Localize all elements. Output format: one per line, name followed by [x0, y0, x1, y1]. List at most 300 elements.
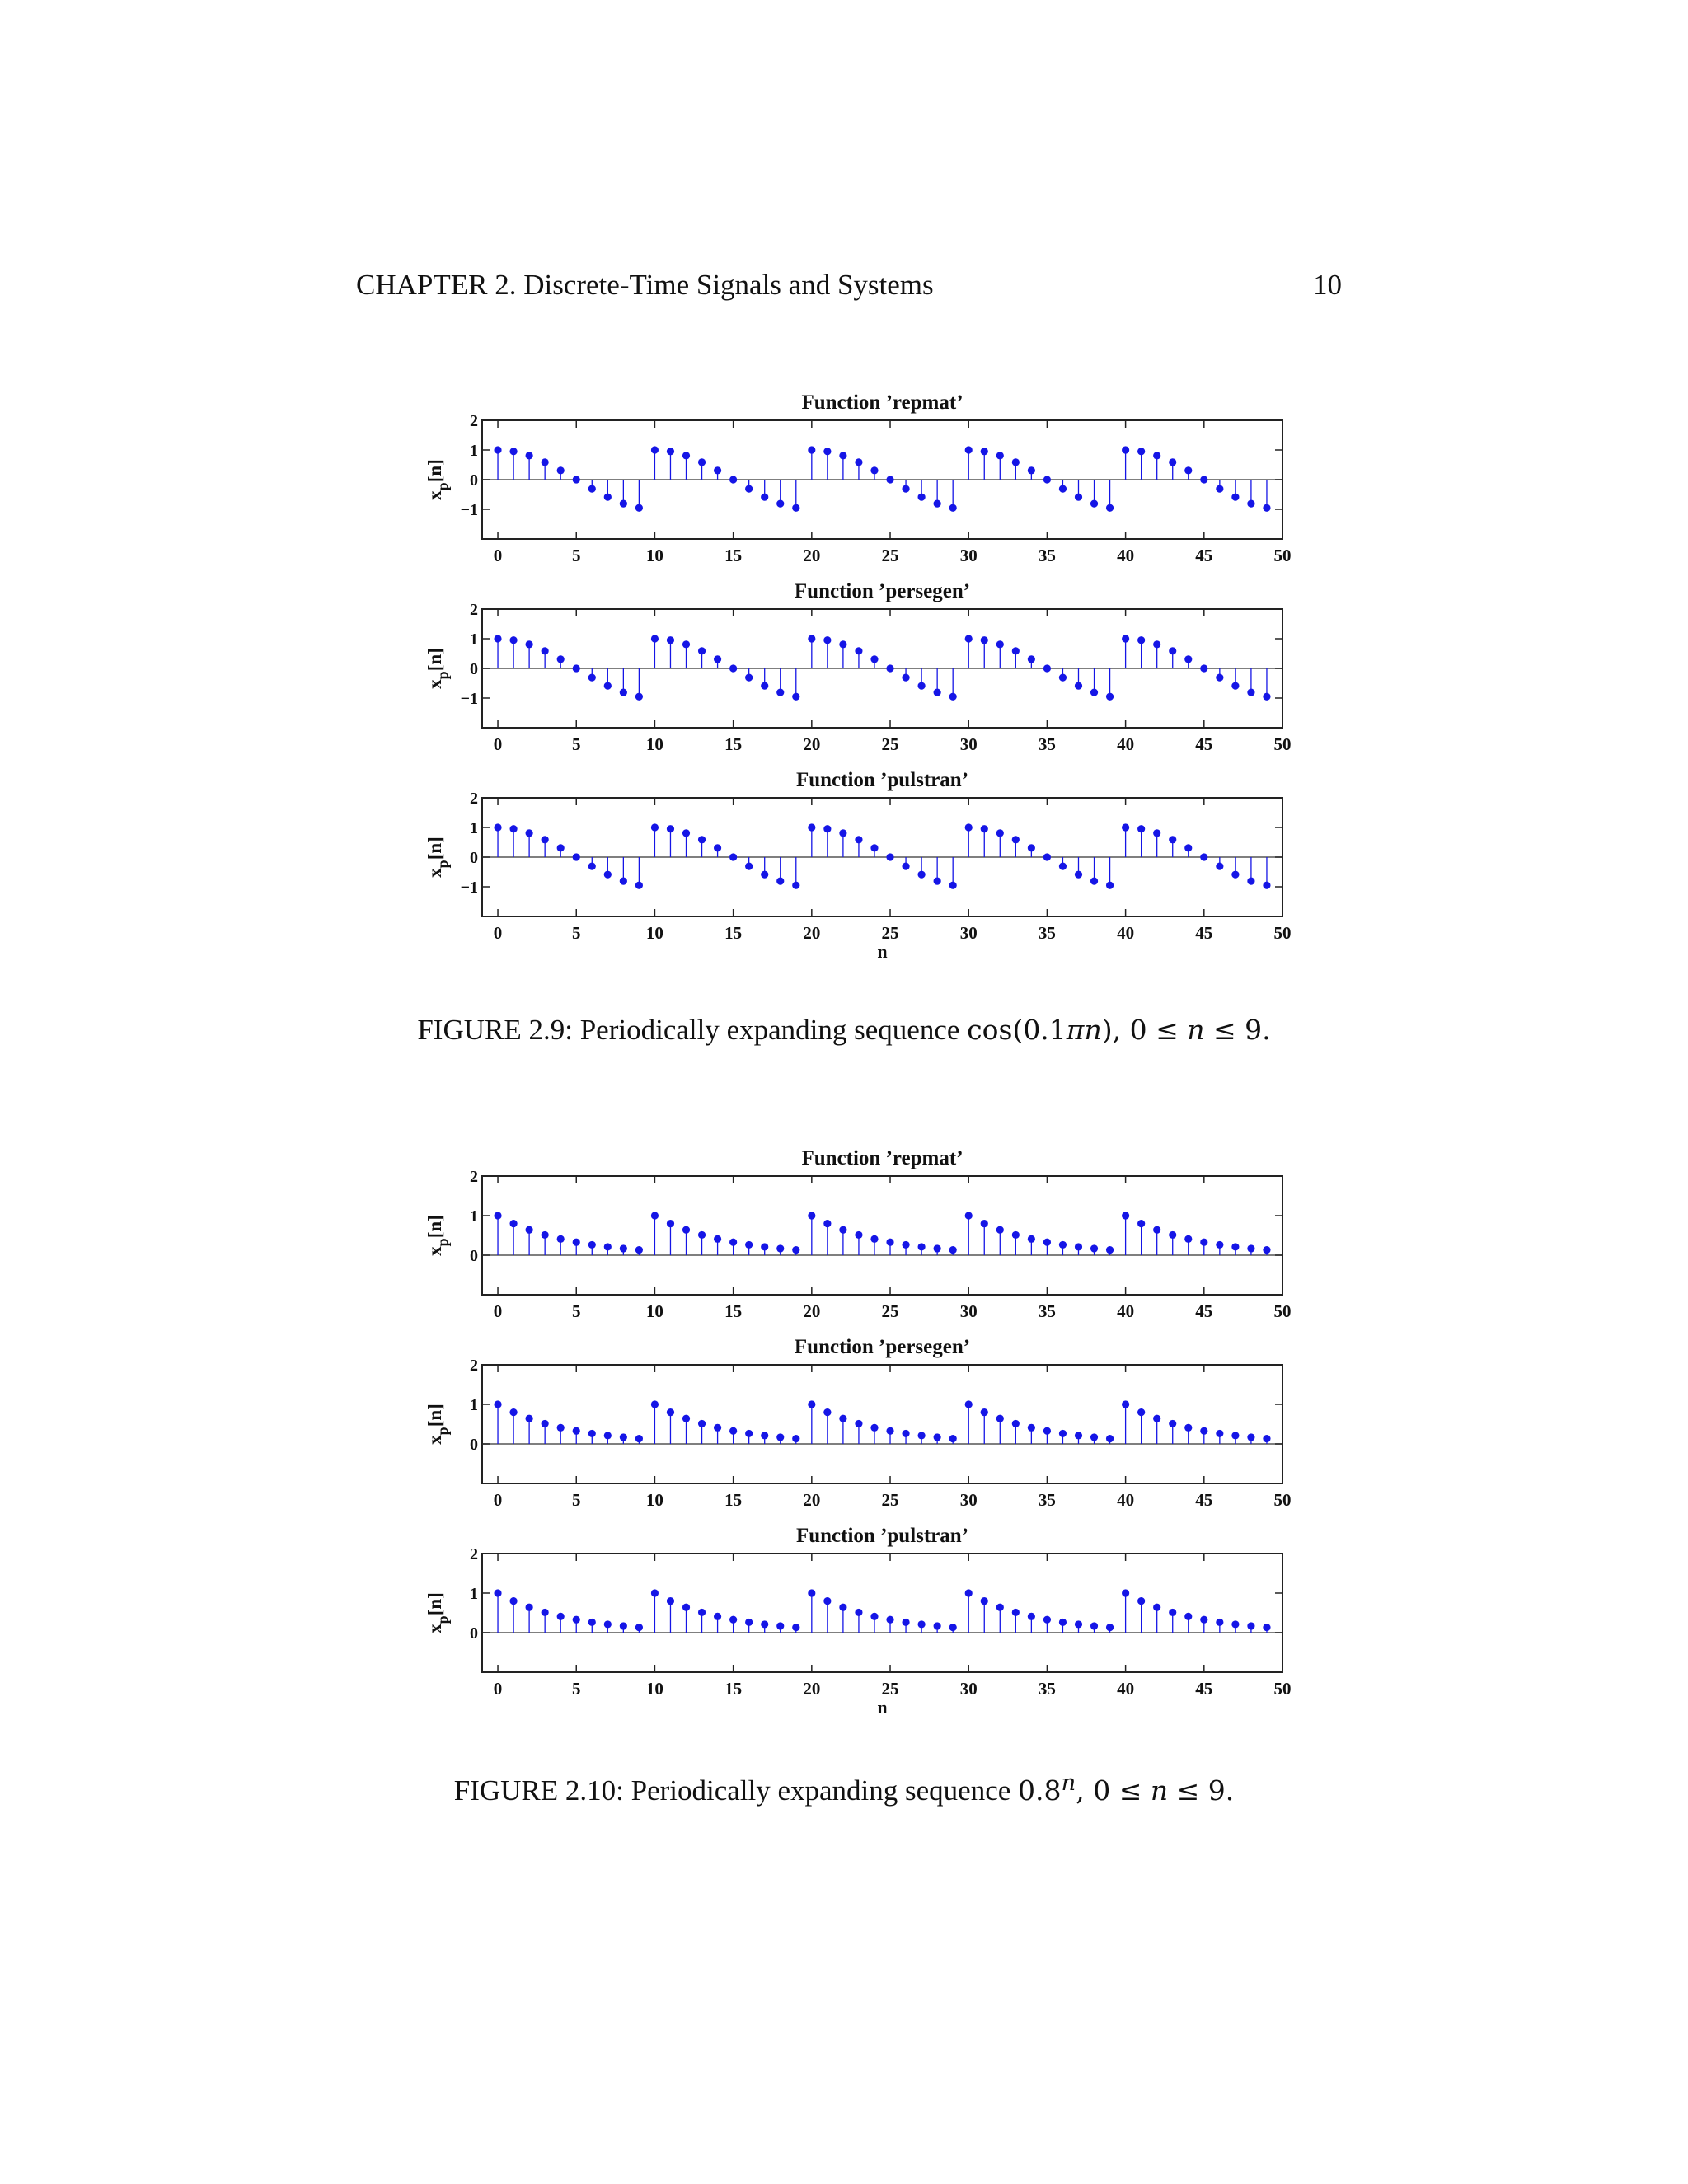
x-tick-label: 25 — [881, 734, 899, 754]
chart-title: Function ’persegen’ — [794, 1336, 971, 1358]
data-point — [1122, 446, 1129, 453]
data-point — [698, 1231, 706, 1239]
data-point — [494, 1400, 501, 1408]
data-point — [950, 1624, 957, 1631]
data-point — [1216, 1619, 1223, 1626]
data-point — [1247, 689, 1254, 696]
data-point — [635, 1435, 643, 1442]
x-tick-label: 25 — [881, 1301, 899, 1321]
data-point — [776, 500, 784, 508]
x-tick-label: 10 — [645, 923, 663, 943]
data-point — [1028, 1613, 1035, 1620]
caption-label: FIGURE 2.10: — [453, 1774, 624, 1807]
data-point — [526, 640, 533, 648]
data-point — [714, 1424, 721, 1432]
data-point — [917, 494, 925, 501]
data-point — [823, 1408, 831, 1416]
chart-title: Function ’pulstran’ — [795, 769, 969, 791]
x-tick-label: 40 — [1117, 546, 1135, 565]
data-point — [1090, 1244, 1098, 1252]
data-point — [886, 1427, 893, 1435]
data-point — [902, 863, 909, 870]
data-point — [996, 1415, 1004, 1422]
chart-panel — [424, 391, 1292, 565]
data-point — [1137, 1220, 1145, 1227]
data-point — [1090, 500, 1098, 508]
data-point — [1263, 504, 1270, 512]
y-tick-label: 1 — [470, 819, 478, 837]
caption-math: cos(0.1πn), 0 ≤ n ≤ 9. — [967, 1014, 1271, 1046]
data-point — [1122, 635, 1129, 642]
data-point — [1169, 1231, 1176, 1239]
data-point — [917, 1432, 925, 1439]
y-tick-label: 2 — [470, 1357, 478, 1375]
data-point — [682, 829, 690, 837]
data-point — [792, 693, 799, 701]
data-point — [1263, 1435, 1270, 1442]
data-point — [981, 825, 988, 832]
data-point — [1153, 640, 1160, 648]
data-point — [1043, 1239, 1051, 1246]
data-point — [745, 1430, 753, 1437]
data-point — [792, 1246, 799, 1254]
data-point — [792, 1435, 799, 1442]
data-point — [1106, 1624, 1114, 1631]
y-tick-label: 2 — [470, 1168, 478, 1186]
y-axis-label: $x_p[n]$ — [424, 837, 451, 878]
data-point — [1106, 1246, 1114, 1254]
data-point — [542, 836, 549, 843]
data-point — [855, 1420, 862, 1427]
data-point — [776, 689, 784, 696]
data-point — [1216, 674, 1223, 682]
data-point — [1247, 500, 1254, 508]
data-point — [870, 1424, 878, 1432]
x-tick-label: 45 — [1195, 1679, 1213, 1699]
data-point — [823, 1597, 831, 1605]
data-point — [714, 1613, 721, 1620]
data-point — [902, 485, 909, 493]
data-point — [855, 1231, 862, 1239]
data-point — [620, 1622, 627, 1629]
data-point — [917, 1620, 925, 1628]
data-point — [667, 448, 674, 455]
data-point — [823, 825, 831, 832]
data-point — [682, 1604, 690, 1611]
data-point — [902, 1241, 909, 1249]
data-point — [588, 1619, 596, 1626]
y-tick-label: 1 — [470, 1585, 478, 1603]
data-point — [635, 882, 643, 889]
data-point — [792, 882, 799, 889]
y-axis-label: $x_p[n]$ — [424, 1215, 451, 1256]
x-tick-label: 25 — [881, 923, 899, 943]
page-header — [356, 269, 1342, 310]
data-point — [902, 1619, 909, 1626]
data-point — [557, 466, 565, 474]
data-point — [1012, 836, 1020, 843]
data-point — [509, 448, 517, 455]
data-point — [981, 1597, 988, 1605]
x-tick-label: 5 — [571, 734, 581, 754]
data-point — [651, 823, 659, 831]
data-point — [1075, 682, 1082, 690]
data-point — [1106, 504, 1114, 512]
data-point — [886, 664, 893, 672]
chart-title: Function ’repmat’ — [801, 391, 964, 414]
data-point — [965, 1212, 973, 1219]
x-tick-label: 0 — [493, 546, 503, 565]
data-point — [494, 823, 501, 831]
data-point — [526, 1604, 533, 1611]
data-point — [981, 448, 988, 455]
data-point — [698, 836, 706, 843]
data-point — [573, 1239, 580, 1246]
data-point — [1075, 1620, 1082, 1628]
x-tick-label: 40 — [1117, 1490, 1135, 1510]
data-point — [494, 635, 501, 642]
data-point — [526, 452, 533, 459]
data-point — [542, 647, 549, 654]
data-point — [729, 664, 737, 672]
data-point — [588, 1430, 596, 1437]
x-tick-label: 25 — [881, 1679, 899, 1699]
caption-label: FIGURE 2.9: — [417, 1014, 573, 1046]
data-point — [1216, 1241, 1223, 1249]
data-point — [1059, 863, 1067, 870]
data-point — [1075, 494, 1082, 501]
data-point — [667, 1220, 674, 1227]
data-point — [682, 640, 690, 648]
data-point — [509, 825, 517, 832]
data-point — [1122, 1589, 1129, 1596]
x-tick-label: 0 — [493, 1679, 503, 1699]
data-point — [1247, 1622, 1254, 1629]
data-point — [1231, 1620, 1239, 1628]
x-tick-label: 40 — [1117, 1301, 1135, 1321]
x-tick-label: 15 — [724, 923, 743, 943]
data-point — [934, 878, 941, 885]
data-point — [1028, 844, 1035, 851]
x-tick-label: 30 — [959, 546, 978, 565]
x-tick-label: 50 — [1273, 734, 1292, 754]
x-tick-label: 45 — [1195, 1490, 1213, 1510]
data-point — [886, 476, 893, 483]
y-tick-label: 2 — [470, 601, 478, 619]
figure-caption — [0, 1014, 1688, 1047]
y-tick-label: −1 — [460, 690, 478, 708]
data-point — [682, 452, 690, 459]
x-tick-label: 35 — [1038, 923, 1056, 943]
data-point — [1059, 1241, 1067, 1249]
data-point — [870, 466, 878, 474]
data-point — [745, 485, 753, 493]
x-tick-label: 5 — [571, 546, 581, 565]
x-tick-label: 35 — [1038, 734, 1056, 754]
x-tick-label: 30 — [959, 734, 978, 754]
data-point — [934, 1433, 941, 1441]
x-tick-label: 50 — [1273, 546, 1292, 565]
x-tick-label: 10 — [645, 1301, 663, 1321]
x-tick-label: 45 — [1195, 923, 1213, 943]
x-tick-label: 25 — [881, 546, 899, 565]
data-point — [729, 853, 737, 860]
data-point — [950, 1435, 957, 1442]
data-point — [1231, 682, 1239, 690]
x-axis-label: n — [877, 941, 888, 962]
data-point — [729, 1616, 737, 1624]
data-point — [745, 1241, 753, 1249]
chart-panel — [424, 769, 1292, 962]
data-point — [996, 829, 1004, 837]
data-point — [667, 825, 674, 832]
data-point — [604, 682, 612, 690]
data-point — [1028, 466, 1035, 474]
data-point — [761, 1432, 768, 1439]
y-tick-label: 1 — [470, 1207, 478, 1226]
data-point — [651, 1589, 659, 1596]
data-point — [588, 863, 596, 870]
data-point — [870, 1235, 878, 1243]
data-point — [965, 1589, 973, 1596]
data-point — [1153, 1226, 1160, 1234]
data-point — [1200, 1239, 1207, 1246]
x-tick-label: 45 — [1195, 1301, 1213, 1321]
x-tick-label: 30 — [959, 1301, 978, 1321]
data-point — [776, 878, 784, 885]
data-point — [1137, 1408, 1145, 1416]
x-tick-label: 10 — [645, 1679, 663, 1699]
data-point — [996, 452, 1004, 459]
data-point — [1153, 829, 1160, 837]
data-point — [604, 1620, 612, 1628]
data-point — [1090, 1622, 1098, 1629]
data-point — [1137, 1597, 1145, 1605]
data-point — [526, 829, 533, 837]
data-point — [1263, 882, 1270, 889]
data-point — [792, 1624, 799, 1631]
data-point — [1263, 1246, 1270, 1254]
data-point — [792, 504, 799, 512]
y-tick-label: 0 — [470, 471, 478, 490]
data-point — [1028, 1235, 1035, 1243]
data-point — [1184, 466, 1192, 474]
x-tick-label: 5 — [571, 1679, 581, 1699]
x-tick-label: 0 — [493, 1301, 503, 1321]
data-point — [1184, 1424, 1192, 1432]
data-point — [855, 458, 862, 466]
data-point — [1169, 458, 1176, 466]
data-point — [950, 504, 957, 512]
data-point — [1169, 1420, 1176, 1427]
y-tick-label: 1 — [470, 1396, 478, 1414]
x-tick-label: 5 — [571, 1490, 581, 1510]
data-point — [1059, 485, 1067, 493]
data-point — [494, 1212, 501, 1219]
data-point — [902, 674, 909, 682]
data-point — [1184, 1613, 1192, 1620]
data-point — [714, 655, 721, 663]
data-point — [996, 1604, 1004, 1611]
data-point — [808, 1589, 815, 1596]
x-tick-label: 15 — [724, 734, 743, 754]
data-point — [1231, 871, 1239, 879]
data-point — [808, 446, 815, 453]
data-point — [526, 1226, 533, 1234]
x-tick-label: 40 — [1117, 734, 1135, 754]
data-point — [1075, 871, 1082, 879]
x-tick-label: 20 — [803, 546, 821, 565]
data-point — [886, 853, 893, 860]
data-point — [839, 1604, 846, 1611]
data-point — [1216, 1430, 1223, 1437]
data-point — [1059, 674, 1067, 682]
data-point — [886, 1616, 893, 1624]
chart-title: Function ’pulstran’ — [795, 1525, 969, 1547]
data-point — [965, 823, 973, 831]
caption-text: Periodically expanding sequence — [631, 1774, 1011, 1807]
data-point — [698, 1609, 706, 1616]
data-point — [965, 635, 973, 642]
data-point — [981, 1408, 988, 1416]
chapter-title: CHAPTER 2. Discrete-Time Signals and Systems — [356, 269, 934, 301]
data-point — [839, 452, 846, 459]
x-tick-label: 10 — [645, 734, 663, 754]
data-point — [667, 636, 674, 644]
data-point — [573, 664, 580, 672]
data-point — [855, 1609, 862, 1616]
data-point — [745, 1619, 753, 1626]
y-tick-label: 1 — [470, 442, 478, 460]
x-tick-label: 40 — [1117, 1679, 1135, 1699]
x-tick-label: 45 — [1195, 734, 1213, 754]
data-point — [635, 1246, 643, 1254]
data-point — [1090, 689, 1098, 696]
data-point — [934, 1622, 941, 1629]
data-point — [839, 1226, 846, 1234]
data-point — [1106, 1435, 1114, 1442]
data-point — [509, 636, 517, 644]
y-tick-label: 0 — [470, 849, 478, 867]
plot-frame — [482, 1176, 1282, 1295]
data-point — [557, 844, 565, 851]
x-tick-label: 35 — [1038, 1490, 1056, 1510]
data-point — [573, 1427, 580, 1435]
data-point — [776, 1622, 784, 1629]
data-point — [698, 1420, 706, 1427]
data-point — [604, 871, 612, 879]
data-point — [1153, 452, 1160, 459]
data-point — [620, 878, 627, 885]
data-point — [588, 485, 596, 493]
data-point — [557, 1235, 565, 1243]
data-point — [1122, 823, 1129, 831]
x-tick-label: 50 — [1273, 1301, 1292, 1321]
page-number: 10 — [1313, 269, 1342, 301]
data-point — [1137, 825, 1145, 832]
data-point — [698, 458, 706, 466]
data-point — [1059, 1430, 1067, 1437]
x-tick-label: 50 — [1273, 923, 1292, 943]
data-point — [526, 1415, 533, 1422]
x-tick-label: 15 — [724, 1679, 743, 1699]
data-point — [620, 500, 627, 508]
data-point — [1075, 1243, 1082, 1250]
data-point — [588, 1241, 596, 1249]
data-point — [996, 1226, 1004, 1234]
data-point — [1043, 1616, 1051, 1624]
y-tick-label: 0 — [470, 660, 478, 678]
data-point — [1184, 1235, 1192, 1243]
data-point — [950, 693, 957, 701]
data-point — [1059, 1619, 1067, 1626]
data-point — [729, 476, 737, 483]
y-tick-label: 2 — [470, 1545, 478, 1563]
x-tick-label: 10 — [645, 546, 663, 565]
data-point — [1043, 664, 1051, 672]
data-point — [509, 1408, 517, 1416]
data-point — [1184, 844, 1192, 851]
data-point — [573, 1616, 580, 1624]
x-tick-label: 35 — [1038, 546, 1056, 565]
data-point — [494, 1589, 501, 1596]
data-point — [1200, 476, 1207, 483]
data-point — [761, 682, 768, 690]
data-point — [934, 1244, 941, 1252]
data-point — [1263, 693, 1270, 701]
x-tick-label: 35 — [1038, 1301, 1056, 1321]
data-point — [1231, 494, 1239, 501]
data-point — [917, 682, 925, 690]
chart-panel — [424, 580, 1292, 754]
data-point — [808, 1212, 815, 1219]
x-tick-label: 0 — [493, 923, 503, 943]
y-tick-label: 0 — [470, 1247, 478, 1265]
data-point — [588, 674, 596, 682]
data-point — [542, 1420, 549, 1427]
chart-panel — [424, 1147, 1292, 1321]
x-tick-label: 30 — [959, 1490, 978, 1510]
x-tick-label: 30 — [959, 923, 978, 943]
y-tick-label: 2 — [470, 412, 478, 430]
y-tick-label: 0 — [470, 1624, 478, 1643]
x-tick-label: 15 — [724, 1301, 743, 1321]
data-point — [776, 1244, 784, 1252]
data-point — [604, 1243, 612, 1250]
data-point — [1231, 1243, 1239, 1250]
data-point — [1012, 647, 1020, 654]
data-point — [870, 844, 878, 851]
data-point — [1216, 863, 1223, 870]
data-point — [682, 1415, 690, 1422]
x-tick-label: 20 — [803, 734, 821, 754]
data-point — [1043, 1427, 1051, 1435]
data-point — [902, 1430, 909, 1437]
x-tick-label: 35 — [1038, 1679, 1056, 1699]
x-tick-label: 10 — [645, 1490, 663, 1510]
data-point — [934, 689, 941, 696]
data-point — [761, 1243, 768, 1250]
data-point — [1028, 655, 1035, 663]
y-axis-label: $x_p[n]$ — [424, 1404, 451, 1445]
data-point — [745, 674, 753, 682]
data-point — [1090, 1433, 1098, 1441]
data-point — [573, 853, 580, 860]
data-point — [651, 1400, 659, 1408]
x-tick-label: 30 — [959, 1679, 978, 1699]
data-point — [494, 446, 501, 453]
y-tick-label: 1 — [470, 630, 478, 649]
